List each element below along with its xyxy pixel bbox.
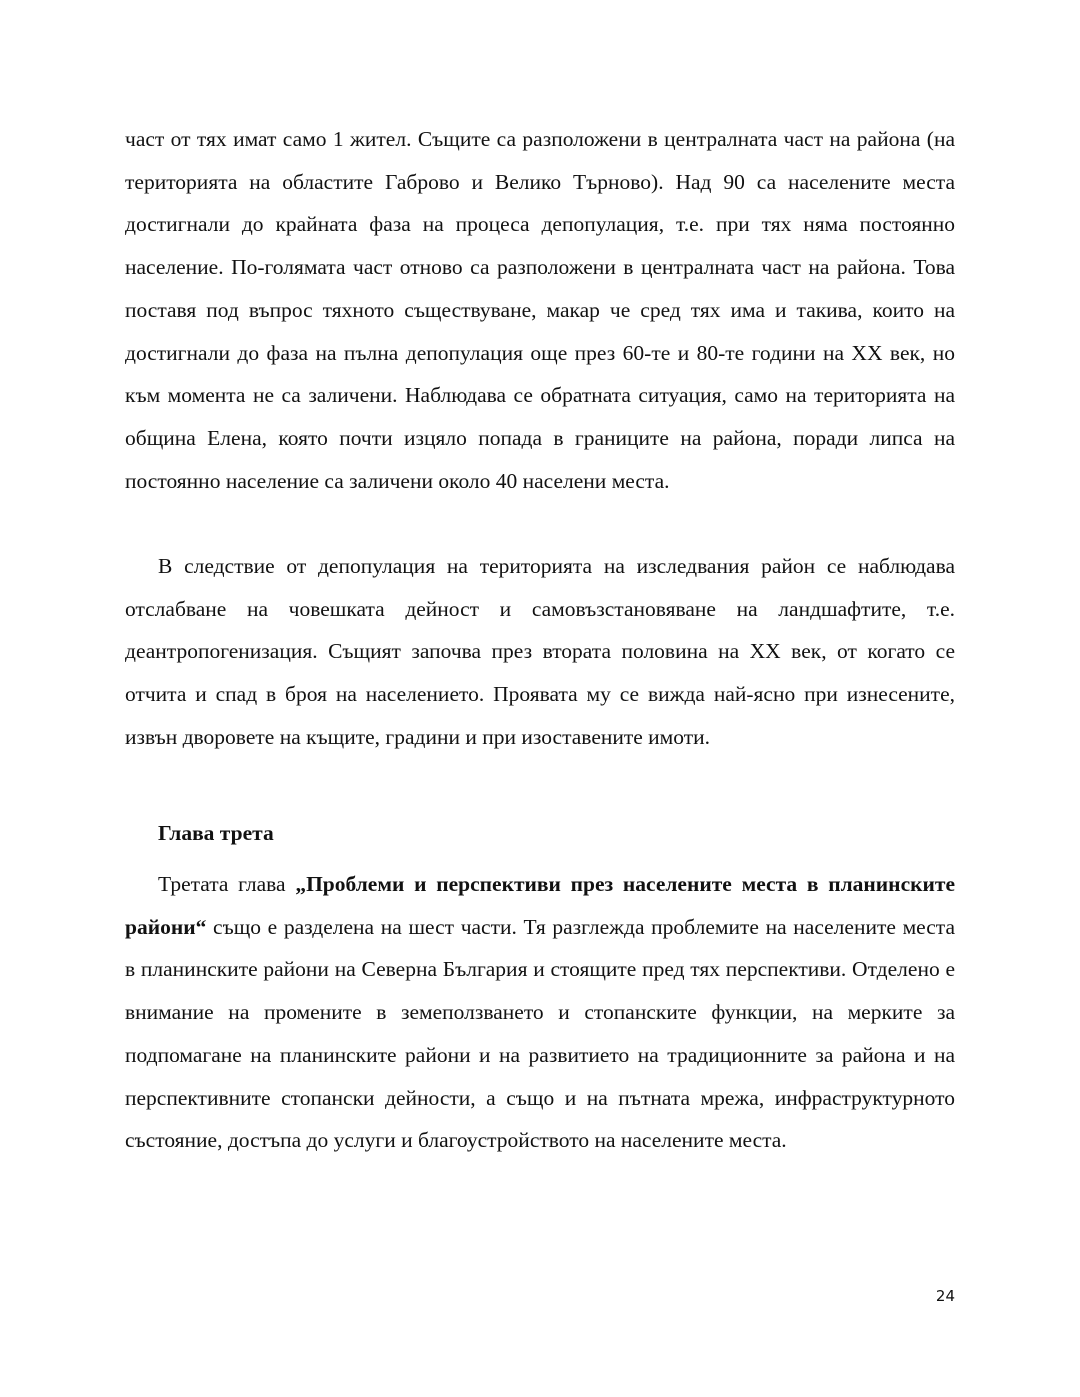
chapter-three-heading: Глава трета	[158, 821, 274, 845]
paragraph-depopulation-settlements: част от тях имат само 1 жител. Същите са разположени в централната част на района (на територията на областите Габрово и Велико Търново). Над 90 са населените места достигнали до крайната фаза на процеса депопулация, т.е. при тях няма постоянно население. По-голямата част отново са разположени в централната част на района. Това поставя под въпрос тяхното съществуване, макар че сред тях има и такива, които на достигнали до фаза на пълна депопулация още през 60-те и 80-те години на ХХ век, но към момента не са заличени. Наблюдава се обратната ситуация, само на територията на община Елена, която почти изцяло попада в границите на района, поради липса на постоянно население са заличени около 40 населени места.	[125, 127, 955, 493]
chapter-title-quote: „Проблеми и перспективи през населените места в планинските райони“	[125, 872, 955, 939]
page-number: 24	[935, 1287, 955, 1305]
chapter-summary-body: също е разделена на шест части. Тя разглежда проблемите на населените места в планинските райони на Северна България и стоящите пред тях перспективи. Отделено е внимание на промените в земеползването и стопанските функции, на мерките за подпомагане на планинските райони и на развитието на традиционните за района и на перспективните стопански дейности, а също и на пътната мрежа, инфраструктурното състояние, достъпа до услуги и благоустройството на населените места.	[125, 914, 955, 1153]
paragraph-chapter-three-summary	[125, 863, 955, 1162]
chapter-summary-lead: Третата глава	[158, 872, 296, 896]
paragraph-deanthropogenization: В следствие от депопулация на територията на изследвания район се наблюдава отслабване на човешката дейност и самовъзстановяване на ландшафтите, т.е. деантропогенизация. Същият започва през втората половина на ХХ век, от когато се отчита и спад в броя на населението. Проявата му се вижда най-ясно при изнесените, извън дворовете на къщите, градини и при изоставените имоти.	[125, 554, 955, 749]
